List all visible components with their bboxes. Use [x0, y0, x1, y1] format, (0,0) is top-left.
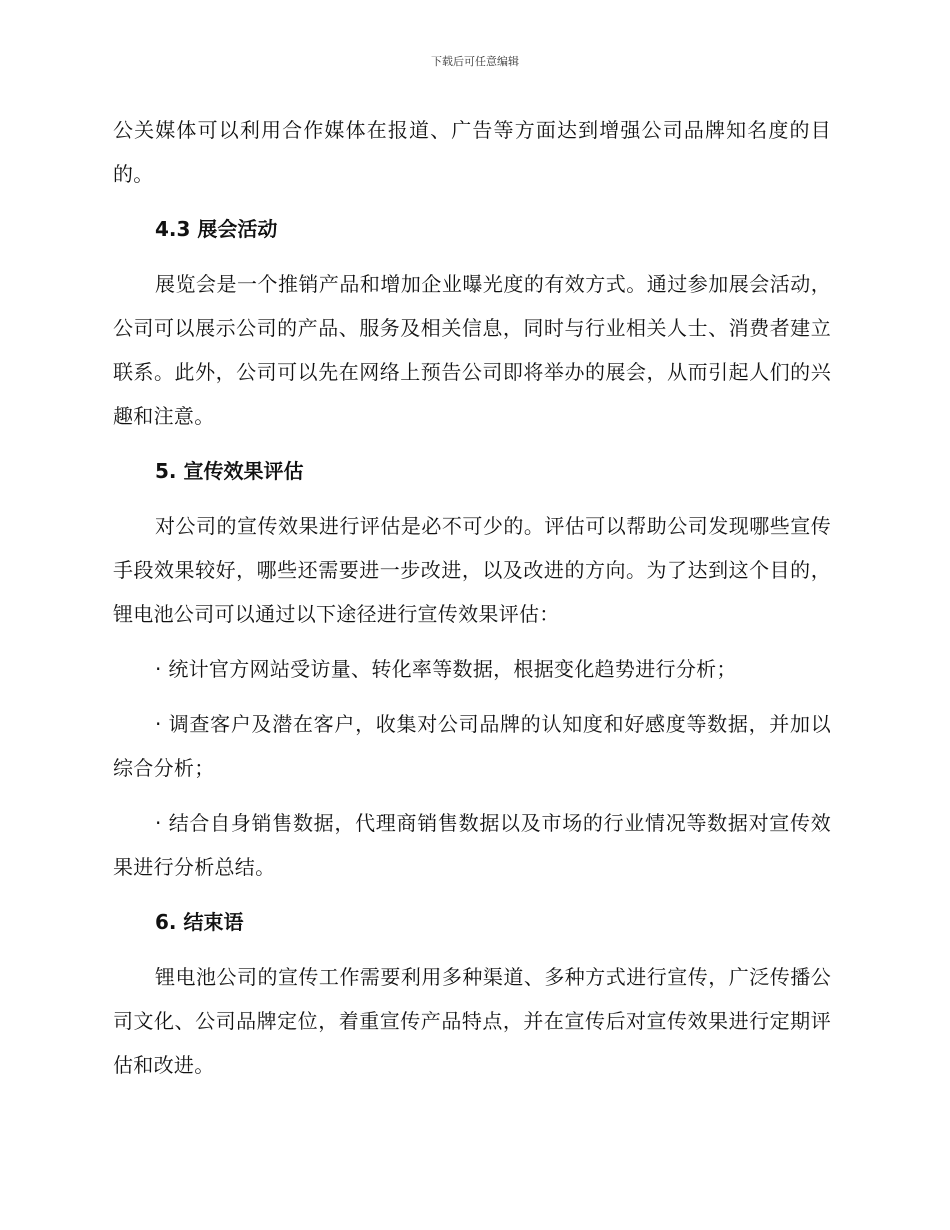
document-body	[113, 108, 831, 1098]
paragraph-exhibition: 展览会是一个推销产品和增加企业曝光度的有效方式。通过参加展会活动，公司可以展示公司的产品、服务及相关信息，同时与行业相关人士、消费者建立联系。此外，公司可以先在网络上预告公司即将举办的展会，从而引起人们的兴趣和注意。	[113, 272, 831, 428]
paragraph-conclusion: 锂电池公司的宣传工作需要利用多种渠道、多种方式进行宣传，广泛传播公司文化、公司品牌定位，着重宣传产品特点，并在宣传后对宣传效果进行定期评估和改进。	[113, 965, 831, 1077]
list-item-website-stats: · 统计官方网站受访量、转化率等数据，根据变化趋势进行分析；	[155, 657, 737, 681]
section-heading-evaluation: 5. 宣传效果评估	[155, 459, 304, 483]
paragraph-media-intro: 公关媒体可以利用合作媒体在报道、广告等方面达到增强公司品牌知名度的目的。	[113, 118, 831, 186]
section-heading-conclusion: 6. 结束语	[155, 910, 244, 934]
section-heading-exhibition: 4.3 展会活动	[155, 217, 278, 241]
paragraph-evaluation: 对公司的宣传效果进行评估是必不可少的。评估可以帮助公司发现哪些宣传手段效果较好，哪些还需要进一步改进，以及改进的方向。为了达到这个目的，锂电池公司可以通过以下途径进行宣传效果评估：	[113, 514, 831, 626]
list-item-customer-survey: · 调查客户及潜在客户，收集对公司品牌的认知度和好感度等数据，并加以综合分析；	[113, 712, 831, 780]
page-header: 下载后可任意编辑	[431, 55, 519, 68]
list-item-sales-analysis: · 结合自身销售数据，代理商销售数据以及市场的行业情况等数据对宣传效果进行分析总结。	[113, 811, 831, 879]
